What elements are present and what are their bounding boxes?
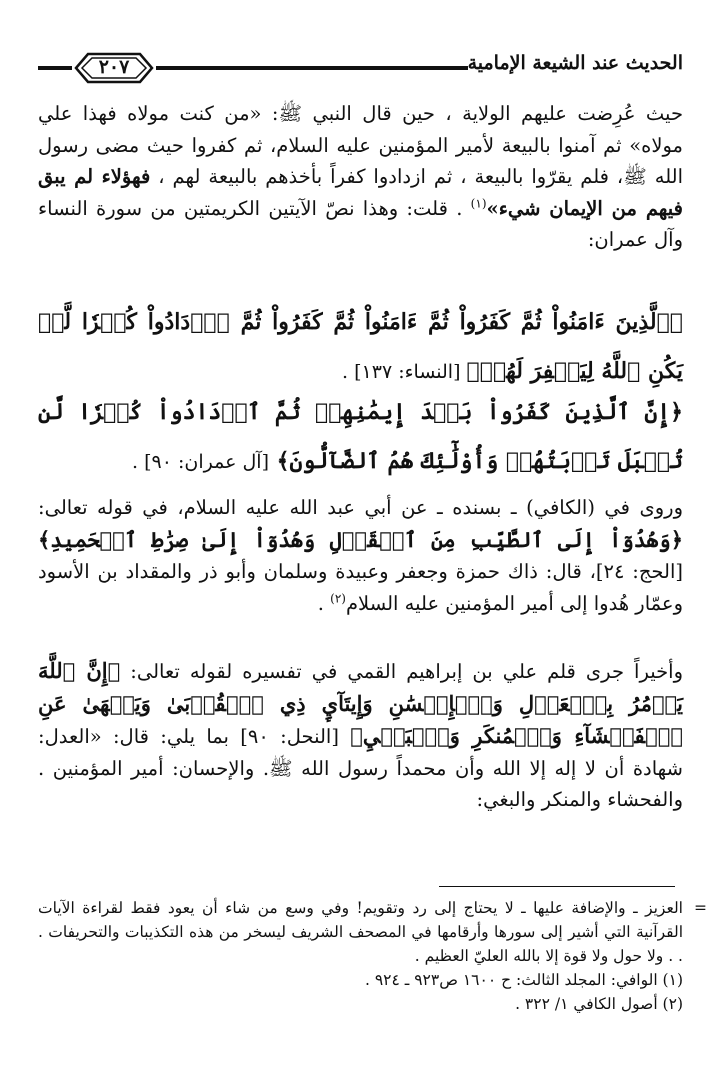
p3-verse: ﴿إِنَّ ٱللَّهَ يَأۡمُرُ بِٱلۡعَدۡلِ وَٱلۡإِحۡسَٰنِ وَإِيتَآيِٕ ذِي ٱلۡقُرۡبَىٰ وَيَنۡهَىٰ عَنِ ٱلۡفَحۡشَآءِ وَٱلۡمُنكَرِ وَٱلۡبَغۡيِ﴾	[38, 658, 683, 749]
footnote-ref-2: (٢)	[330, 591, 346, 606]
footnotes	[38, 896, 707, 1016]
p1-bold-text: فهؤلاء لم يبق فيهم من الإيمان شيء»	[38, 165, 683, 220]
footnote-ref-1: (١)	[470, 196, 487, 211]
page-number: ٢٠٧	[98, 56, 130, 78]
p2-verse: ﴿وَهُدُوٓاْ إِلَى ٱلطَّيِّبِ مِنَ ٱلۡقَوۡلِ وَهُدُوٓاْ إِلَىٰ صِرَٰطِ ٱلۡحَمِيدِ﴾	[38, 526, 683, 552]
paragraph-3	[38, 655, 683, 816]
p3-text-b: [النحل: ٩٠] بما يلي: قال: «العدل: شهادة أن لا إله إلا الله وأن محمداً رسول الله ﷺ. والإحسان: أمير المؤمنين . والفحشاء والمنكر والبغي:	[38, 725, 683, 812]
footnote-continuation	[38, 896, 707, 968]
verse-2-text: ﴿إِنَّ ٱلَّذِينَ كَفَرُواْ بَعۡدَ إِيمَٰنِهِمۡ ثُمَّ ٱزۡدَادُواْ كُفۡرٗا لَّن تُقۡبَلَ تَوۡبَتُهُمۡ وَأُوْلَٰٓئِكَ هُمُ ٱلضَّآلُّونَ﴾	[38, 399, 683, 474]
verse-1-citation: [النساء: ١٣٧] .	[342, 361, 467, 383]
p2-text-a: وروى في (الكافي) ـ بسنده ـ عن أبي عبد الله عليه السلام، في قوله تعالى:	[38, 496, 683, 519]
page-header	[38, 46, 683, 92]
header-rule-left	[38, 66, 72, 70]
footnote-1: (١) الوافي: المجلد الثالث: ح ١٦٠٠ ص٩٢٣ ـ ٩٢٤ .	[364, 971, 683, 989]
p1-text-a: حيث عُرِضت عليهم الولاية ، حين قال النبي ﷺ: «من كنت مولاه فهذا علي مولاه» ثم آمنوا بالبيعة لأمير المؤمنين عليه السلام، ثم كفروا حيث مضى رسول الله ﷺ، فلم يقرّوا بالبيعة ، ثم ازدادوا كفراً بأخذهم بالبيعة لهم ،	[38, 102, 684, 189]
page-number-ornament	[72, 48, 156, 88]
p2-text-b: [الحج: ٢٤]، قال: ذاك حمزة وجعفر وعبيدة وسلمان وأبو ذر والمقداد بن الأسود وعمّار هُدوا إلى أمير المؤمنين عليه السلام	[38, 560, 683, 615]
p2-end: .	[317, 591, 331, 615]
header-rule	[156, 66, 468, 70]
running-title: الحديث عند الشيعة الإمامية	[467, 52, 683, 74]
verse-1-text: ﴿ٱلَّذِينَ ءَامَنُواْ ثُمَّ كَفَرُواْ ثُمَّ ءَامَنُواْ ثُمَّ كَفَرُواْ ثُمَّ ٱزۡدَادُواْ كُفۡرٗا لَّمۡ يَكُنِ ٱللَّهُ لِيَغۡفِرَ لَهُمۡ﴾	[38, 309, 683, 384]
continuation-text: العزيز ـ والإضافة عليها ـ لا يحتاج إلى رد وتقويم! وفي وسع من شاء أن يعود فقط لقراءة الآيات القرآنية التي أشير إلى سورها وأرقامها في المصحف الشريف ليسخر من هذه التكذيبات والتحريفات . . . ولا حول ولا قوة إلا بالله العليّ العظيم .	[38, 899, 683, 965]
continuation-mark: =	[694, 899, 707, 917]
p1-text-b: . قلت: وهذا نصّ الآيتين الكريمتين من سورة النساء وآل عمران:	[38, 196, 683, 252]
paragraph-1	[38, 98, 683, 256]
footnote-2: (٢) أصول الكافي ١/ ٣٢٢ .	[515, 995, 683, 1013]
footnote-separator	[439, 886, 675, 887]
p3-text-a: وأخيراً جرى قلم علي بن إبراهيم القمي في تفسيره لقوله تعالى:	[120, 660, 683, 683]
paragraph-2	[38, 492, 683, 619]
quran-verse-1	[38, 298, 683, 397]
verse-2-citation: [آل عمران: ٩٠] .	[132, 451, 269, 473]
quran-verse-2	[38, 388, 683, 487]
